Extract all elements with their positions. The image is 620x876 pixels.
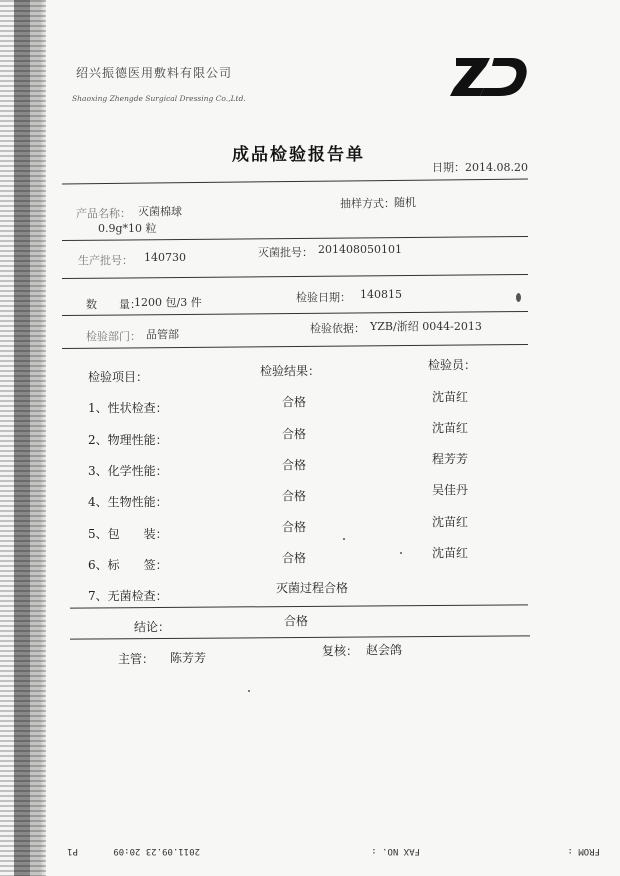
inspection-item: 7、无菌检查：: [88, 589, 168, 603]
divider: [62, 274, 528, 279]
conclusion-label: 结论：: [134, 620, 171, 634]
report-date: 日期：2014.08.20: [432, 161, 528, 174]
page-title: 成品检验报告单: [232, 145, 365, 165]
supervisor-name: 陈芳芳: [170, 651, 207, 665]
inspection-item: 5、包 装：: [88, 527, 168, 541]
department-value: 品管部: [146, 328, 179, 341]
inspection-item: 3、化学性能：: [88, 464, 168, 478]
sterile-batch-value: 201408050101: [318, 243, 402, 256]
header-inspector: 检验员：: [428, 358, 477, 372]
sterile-batch-label: 灭菌批号：: [258, 246, 313, 259]
inspection-date-value: 140815: [360, 288, 402, 301]
basis-label: 检验依据：: [310, 322, 365, 335]
divider: [70, 635, 530, 639]
inspector-name: 吴佳丹: [432, 483, 469, 497]
inspection-item: 2、物理性能：: [88, 433, 168, 447]
divider: [62, 236, 528, 241]
supervisor-label: 主管：: [118, 652, 155, 666]
quantity-label: 数 量：: [86, 298, 141, 311]
divider: [70, 604, 528, 608]
conclusion-value: 合格: [284, 614, 309, 628]
inspection-item: 4、生物性能：: [88, 495, 168, 509]
inspection-result: 合格: [282, 395, 307, 409]
batch-label: 生产批号：: [78, 254, 133, 267]
basis-value: YZB/浙绍 0044-2013: [370, 320, 482, 333]
inspection-result: 合格: [282, 520, 307, 534]
inspection-result: 合格: [282, 489, 307, 503]
inspection-result: 合格: [282, 458, 307, 472]
inspection-item: 1、性状检查：: [88, 401, 168, 415]
fax-footer: [60, 840, 600, 858]
sampling-value: 随机: [394, 196, 416, 209]
company-logo: [450, 54, 528, 100]
company-name-en: Shaoxing Zhengde Surgical Dressing Co.,Ltd.: [72, 94, 246, 103]
fax-number: FAX NO. :: [371, 846, 420, 856]
inspection-result: 合格: [282, 427, 307, 441]
divider: [62, 344, 528, 349]
product-name-value: 灭菌棉球: [138, 205, 182, 218]
company-name-cn: 绍兴振德医用敷料有限公司: [76, 66, 233, 80]
scan-speck: [400, 552, 402, 554]
inspection-item: 6、标 签：: [88, 558, 168, 572]
inspector-name: 沈苗红: [432, 390, 469, 404]
inspection-result: 灭菌过程合格: [276, 581, 349, 595]
inspection-result: 合格: [282, 551, 307, 565]
fax-timestamp: 2011.09.23 20:09: [113, 846, 200, 856]
header-inspection-item: 检验项目：: [88, 370, 149, 384]
scan-speck: [343, 538, 345, 540]
inspector-name: 程芳芳: [432, 452, 469, 466]
inspector-name: 沈苗红: [432, 546, 469, 560]
scan-shadow-edge: [0, 0, 46, 876]
divider: [62, 179, 528, 185]
reviewer-label: 复核：: [322, 644, 359, 658]
department-label: 检验部门：: [86, 330, 141, 343]
sampling-label: 抽样方式：: [340, 197, 395, 210]
quantity-value: 1200 包/3 件: [134, 296, 202, 309]
inspection-date-label: 检验日期：: [296, 291, 351, 304]
scan-speck: [516, 293, 521, 302]
product-name-label: 产品名称：: [76, 207, 131, 220]
fax-from: FROM :: [567, 846, 600, 856]
scan-speck: [248, 690, 250, 692]
header-inspection-result: 检验结果：: [260, 364, 321, 378]
batch-value: 140730: [144, 251, 186, 264]
fax-page: P1: [67, 846, 78, 856]
reviewer-name: 赵会鸽: [366, 643, 403, 657]
inspector-name: 沈苗红: [432, 421, 469, 435]
product-spec: 0.9g*10 粒: [98, 222, 157, 235]
inspector-name: 沈苗红: [432, 515, 469, 529]
